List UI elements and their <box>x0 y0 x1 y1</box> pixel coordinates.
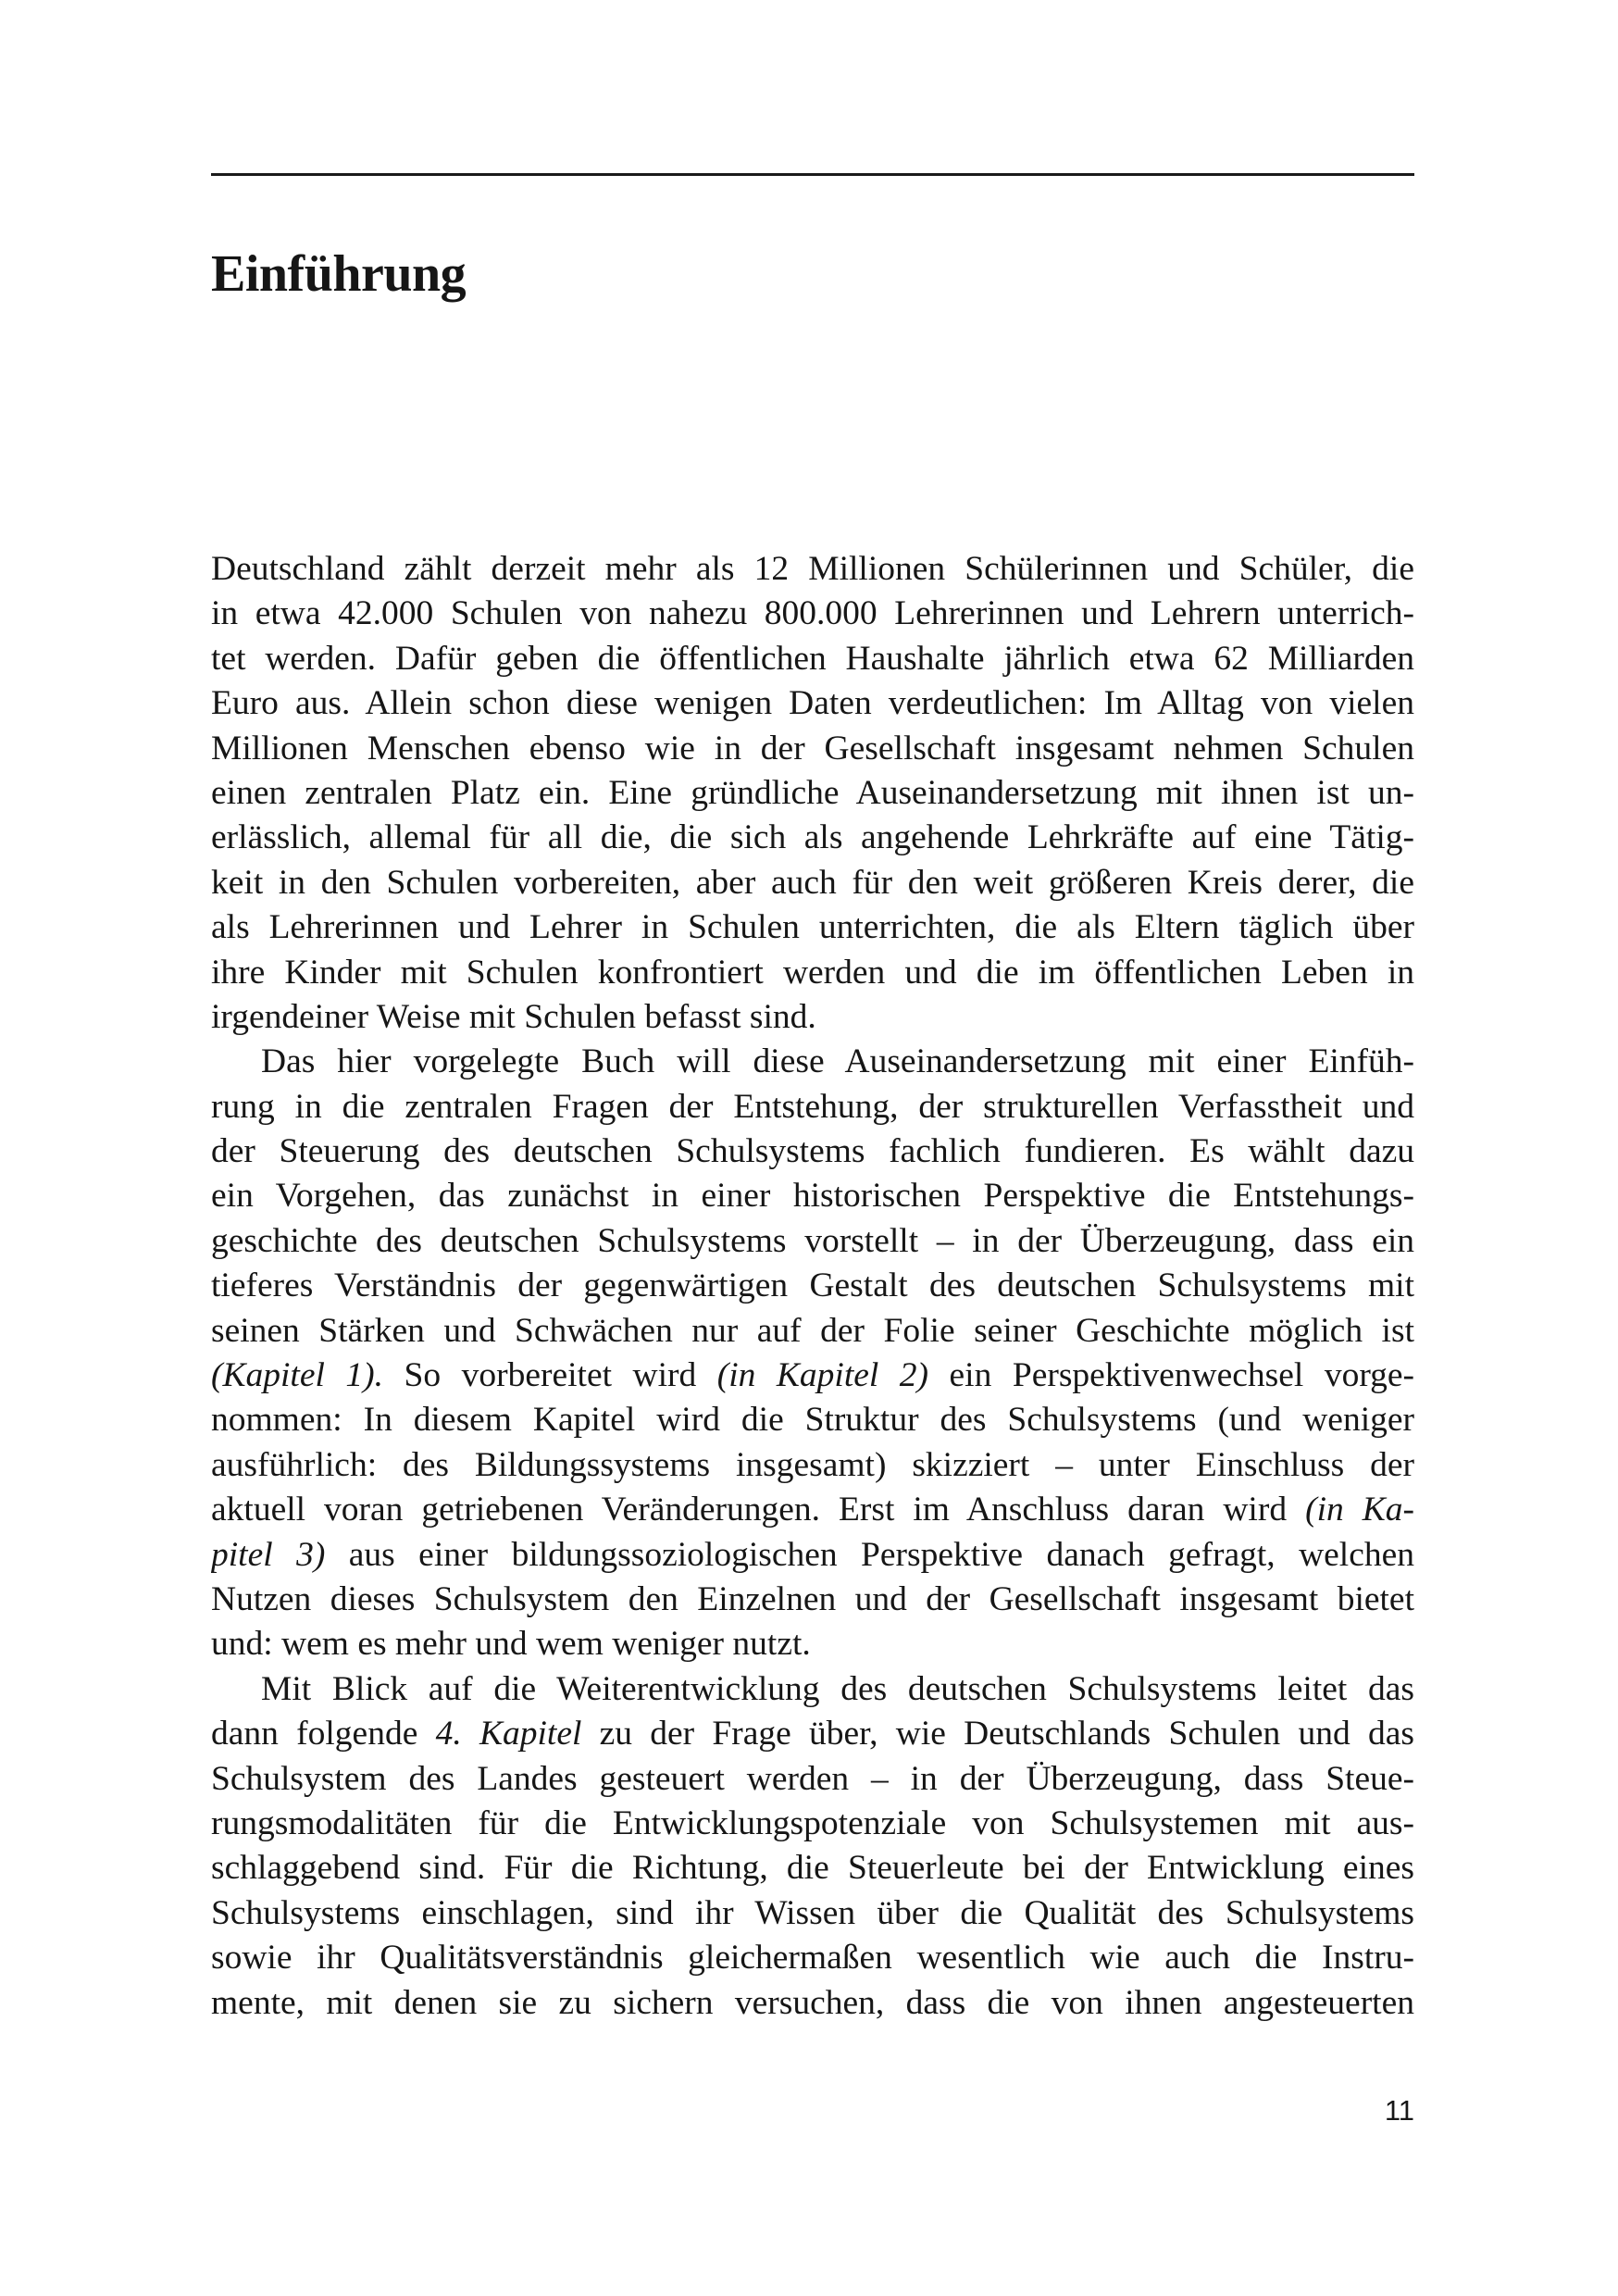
chapter-title: Einführung <box>211 245 467 303</box>
text-line: schlaggebend sind. Für die Richtung, die Steuerleute bei der Entwicklung eines <box>211 1849 1414 1888</box>
text-fragment: aktuell voran getriebenen Veränderungen. Erst im Anschluss daran wird <box>211 1491 1306 1529</box>
text-line: tieferes Verständnis der gegenwärtigen Gestalt des deutschen Schulsystems mit <box>211 1267 1414 1305</box>
text-line: ihre Kinder mit Schulen konfrontiert werden und die im öffentlichen Leben in <box>211 953 1414 992</box>
chapter-reference: pitel 3) <box>211 1535 326 1574</box>
text-line: Nutzen dieses Schulsystem den Einzelnen und der Gesellschaft insgesamt bietet <box>211 1579 1414 1618</box>
chapter-reference: 4. Kapitel <box>435 1715 582 1753</box>
text-line <box>211 1488 1414 1532</box>
text-fragment: So vorbereitet wird <box>383 1356 717 1395</box>
text-line: und: wem es mehr und wem weniger nutzt. <box>211 1625 811 1664</box>
text-fragment: aus einer bildungssoziologischen Perspektive danach gefragt, welchen <box>325 1535 1414 1574</box>
text-line: seinen Stärken und Schwächen nur auf der Folie seiner Geschichte möglich ist <box>211 1311 1414 1350</box>
text-line: rung in die zentralen Fragen der Entstehung, der strukturellen Verfasstheit und <box>211 1087 1414 1126</box>
text-line: in etwa 42.000 Schulen von nahezu 800.000 Lehrerinnen und Lehrern unterrich- <box>211 594 1414 633</box>
text-line: sowie ihr Qualitätsverständnis gleichermaßen wesentlich wie auch die Instru- <box>211 1939 1414 1978</box>
page-number: 11 <box>1384 2094 1414 2127</box>
text-line: einen zentralen Platz ein. Eine gründliche Auseinandersetzung mit ihnen ist un- <box>211 773 1414 812</box>
chapter-reference: (in Ka- <box>1305 1491 1414 1529</box>
text-line <box>211 1533 1414 1578</box>
chapter-reference: (Kapitel 1). <box>211 1356 384 1395</box>
text-line: geschichte des deutschen Schulsystems vorstellt – in der Überzeugung, dass ein <box>211 1221 1414 1260</box>
body-text <box>211 547 1414 2026</box>
text-line <box>211 1354 1414 1398</box>
text-line: erlässlich, allemal für all die, die sich als angehende Lehrkräfte auf eine Tätig- <box>211 818 1414 857</box>
text-line: der Steuerung des deutschen Schulsystems fachlich fundieren. Es wählt dazu <box>211 1132 1414 1171</box>
text-line: Das hier vorgelegte Buch will diese Auseinandersetzung mit einer Einfüh- <box>261 1042 1414 1081</box>
text-line: ausführlich: des Bildungssystems insgesamt) skizziert – unter Einschluss der <box>211 1445 1414 1484</box>
text-fragment: ein Perspektivenwechsel vorge- <box>928 1356 1414 1395</box>
text-line <box>211 1712 1414 1756</box>
text-fragment: dann folgende <box>211 1715 436 1753</box>
text-line: Mit Blick auf die Weiterentwicklung des deutschen Schulsystems leitet das <box>261 1669 1414 1708</box>
text-fragment: zu der Frage über, wie Deutschlands Schulen und das <box>581 1715 1414 1753</box>
text-line: Schulsystems einschlagen, sind ihr Wissen über die Qualität des Schulsystems <box>211 1893 1414 1932</box>
text-line: Millionen Menschen ebenso wie in der Gesellschaft insgesamt nehmen Schulen <box>211 729 1414 767</box>
text-line: Schulsystem des Landes gesteuert werden – in der Überzeugung, dass Steue- <box>211 1759 1414 1798</box>
text-line: mente, mit denen sie zu sichern versuchen, dass die von ihnen angesteuerten <box>211 1983 1414 2022</box>
chapter-reference: (in Kapitel 2) <box>716 1356 929 1395</box>
text-line: rungsmodalitäten für die Entwicklungspotenziale von Schulsystemen mit aus- <box>211 1803 1414 1842</box>
text-line: irgendeiner Weise mit Schulen befasst sind. <box>211 997 816 1036</box>
text-line: keit in den Schulen vorbereiten, aber auch für den weit größeren Kreis derer, die <box>211 863 1414 902</box>
text-line: tet werden. Dafür geben die öffentlichen Haushalte jährlich etwa 62 Milliarden <box>211 639 1414 678</box>
text-line: als Lehrerinnen und Lehrer in Schulen unterrichten, die als Eltern täglich über <box>211 908 1414 947</box>
text-line: Deutschland zählt derzeit mehr als 12 Millionen Schülerinnen und Schüler, die <box>211 550 1414 588</box>
header-rule <box>211 173 1414 176</box>
text-line: nommen: In diesem Kapitel wird die Struktur des Schulsystems (und weniger <box>211 1401 1414 1440</box>
text-line: Euro aus. Allein schon diese wenigen Daten verdeutlichen: Im Alltag von vielen <box>211 684 1414 723</box>
text-line: ein Vorgehen, das zunächst in einer historischen Perspektive die Entstehungs- <box>211 1177 1414 1216</box>
